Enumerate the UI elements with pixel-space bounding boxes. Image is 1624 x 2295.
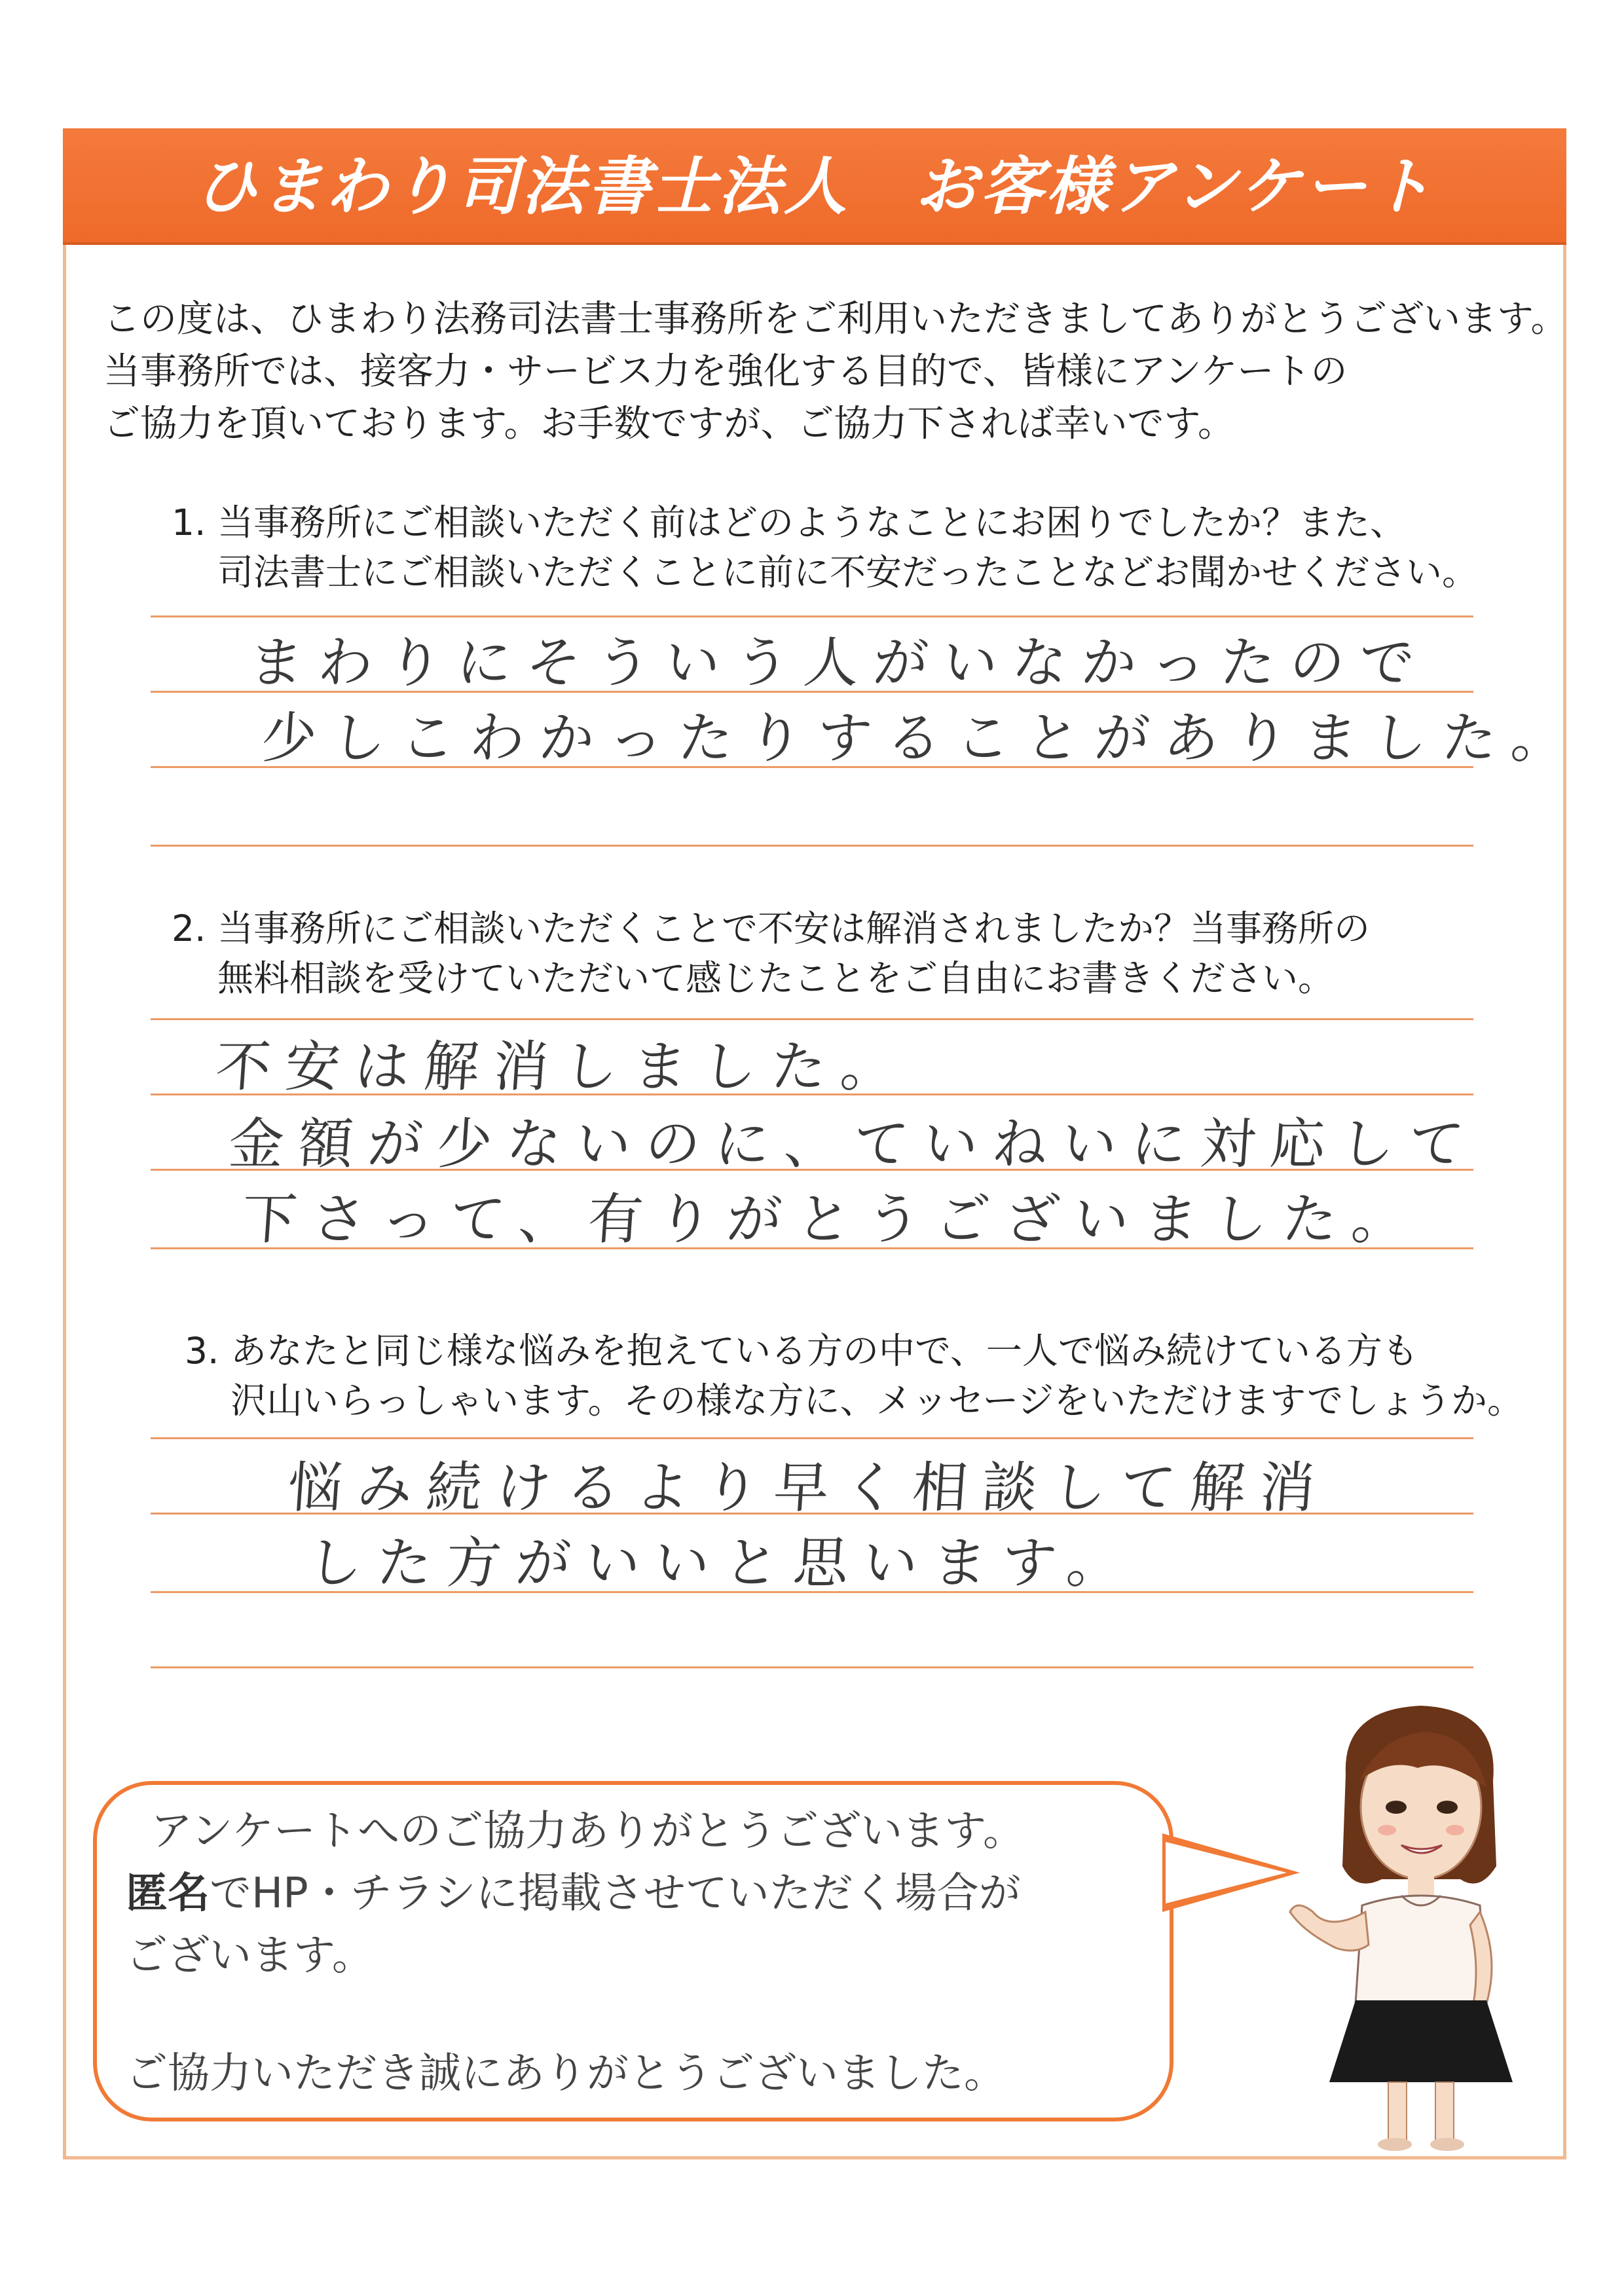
handwritten-answer-line: 下さって、有りがとうございました。 [240,1187,1424,1251]
handwritten-answer-line: 金額が少ないのに、ていねいに対応して [227,1112,1481,1176]
answer-rule [151,615,1473,617]
question-3 [185,1326,1523,1425]
bubble-line: ございます。 [126,1932,374,1980]
handwritten-answer-line: 不安は解消しました。 [213,1035,912,1099]
intro-line: 当事務所では、接客力・サービス力を強化する目的で、皆様にアンケートの [103,350,1348,393]
staff-mascot-illustration [1283,1696,1559,2154]
question-1 [172,498,1478,597]
question-line: 沢山いらっしゃいます。その様な方に、メッセージをいただけますでしょうか。 [231,1380,1523,1422]
question-line: あなたと同じ様な悩みを抱えている方の中で、一人で悩み続けている方も [231,1330,1418,1372]
question-line: 司法書士にご相談いただくことに前に不安だったことなどお聞かせください。 [217,551,1479,593]
bubble-line: アンケートへのご協力ありがとうございます。 [151,1807,1025,1856]
answer-rule [151,845,1473,847]
page-title: ひまわり司法書士法人 お客様アンケート [194,150,1435,223]
question-2 [172,904,1370,1003]
question-line: 無料相談を受けていただいて感じたことをご自由にお書きください。 [217,957,1335,999]
title-bar [63,128,1566,245]
handwritten-answer-line: 少しこわかったりすることがありました。 [259,706,1583,770]
question-number: 3. [185,1330,219,1372]
intro-text [103,293,1570,450]
intro-line: ご協力を頂いております。お手数ですが、ご協力下されば幸いです。 [103,403,1235,445]
bubble-line-rest: でHP・チラシに掲載させていただく場合が [210,1869,1021,1918]
speech-bubble-tail-fill [1166,1842,1287,1903]
intro-line: この度は、ひまわり法務司法書士事務所をご利用いただきましてありがとうございます。 [103,298,1568,340]
bubble-line: ご協力いただき誠にありがとうございました。 [126,2049,1006,2098]
question-line: 当事務所にご相談いただく前はどのようなことにお困りでしたか？また、 [217,502,1407,543]
anonymous-label: 匿名 [126,1869,210,1918]
question-line: 当事務所にご相談いただくことで不安は解消されましたか？当事務所の [217,908,1371,949]
handwritten-answer-line: まわりにそういう人がいなかったので [246,631,1431,695]
answer-rule [151,1666,1473,1668]
handwritten-answer-line: した方がいいと思います。 [305,1531,1139,1595]
answer-rule [151,1018,1473,1020]
question-number: 2. [172,908,206,949]
answer-rule [151,1437,1473,1439]
question-number: 1. [172,502,206,543]
bubble-line [126,1860,1021,1920]
handwritten-answer-line: 悩み続けるより早く相談して解消 [286,1456,1331,1520]
